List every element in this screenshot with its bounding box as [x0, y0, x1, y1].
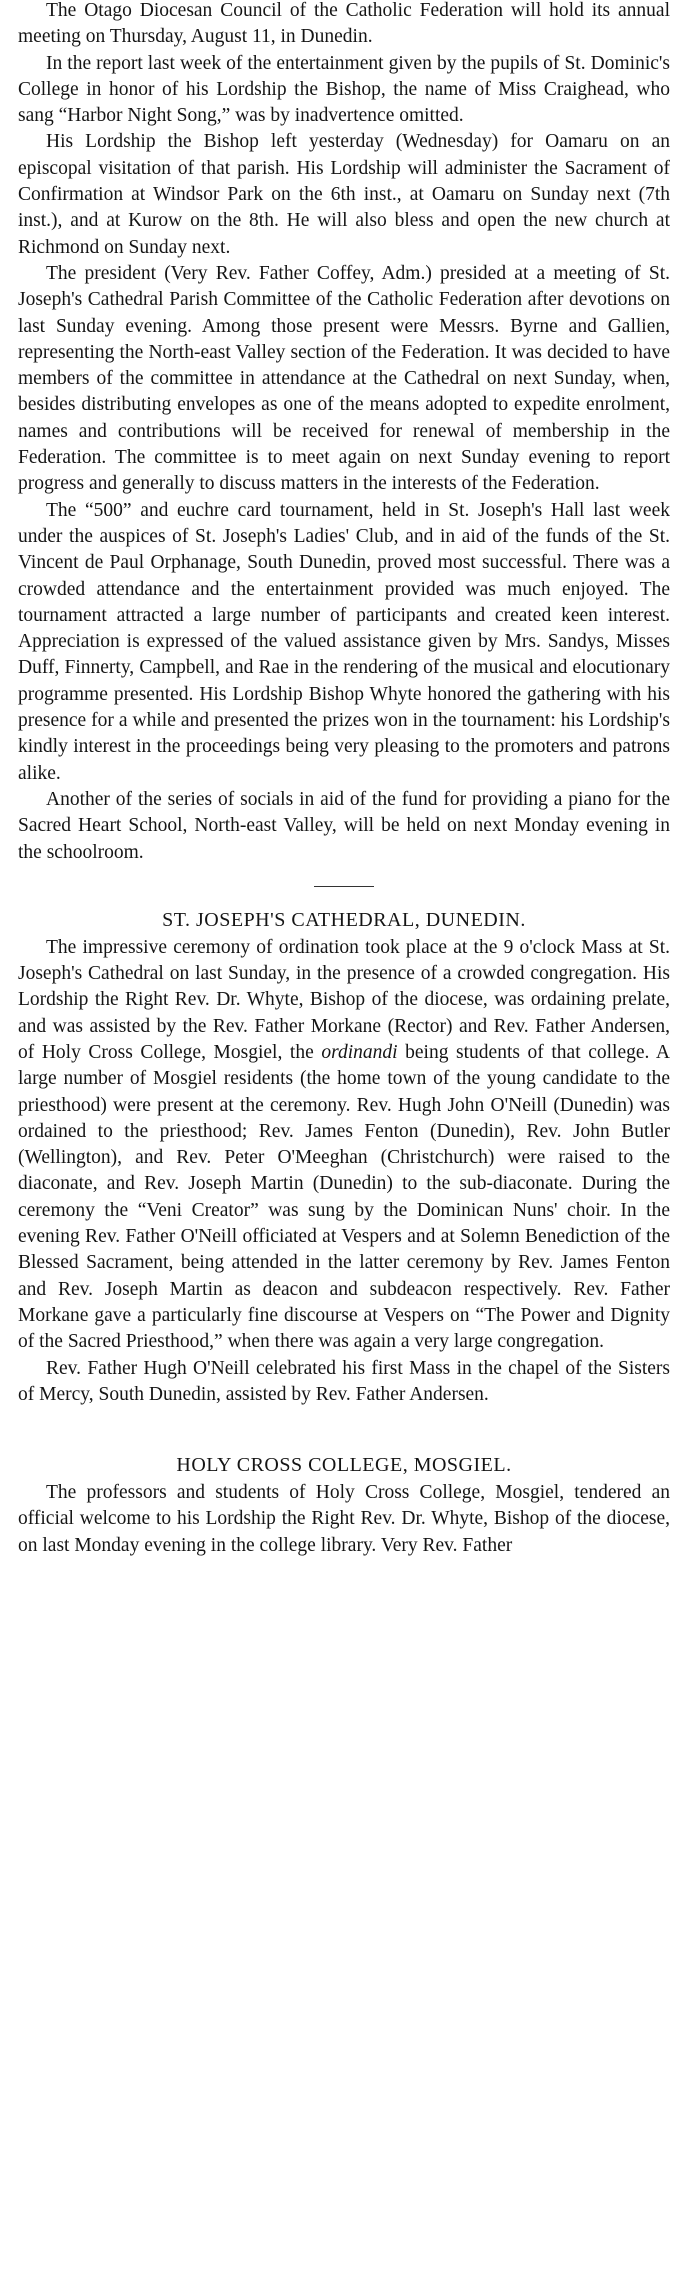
paragraph-ordination [18, 935, 670, 1356]
paragraph-college-welcome: The professors and students of Holy Cross College, Mosgiel, tendered an official welcome to his Lordship the Right Rev. Dr. Whyte, Bishop of the diocese, on last Monday evening in the college library. Very Rev. Father [18, 1482, 670, 1556]
paragraph-card-tournament: The “500” and euchre card tournament, held in St. Joseph's Hall last week under the auspices of St. Joseph's Ladies' Club, and in aid of the funds of the St. Vincent de Paul Orphanage, South Dunedin, proved most successful. There was a crowded attendance and the entertainment provided was much enjoyed. The tournament attracted a large number of participants and created keen interest. Appreciation is expressed of the valued assistance given by Mrs. Sandys, Misses Duff, Finnerty, Campbell, and Rae in the rendering of the musical and elocutionary programme presented. His Lordship Bishop Whyte honored the gathering with his presence for a while and presented the prizes won in the tournament: his Lordship's kindly interest in the proceedings being very pleasing to the promoters and patrons alike. [18, 499, 670, 784]
section-divider [314, 886, 374, 887]
ordinandi-italic: ordinandi [321, 1041, 398, 1063]
paragraph-entertainment-correction: In the report last week of the entertainment given by the pupils of St. Dominic's College in honor of his Lordship the Bishop, the name of Miss Craighead, who sang “Harbor Night Song,” was by inadvertence omitted. [18, 52, 670, 127]
paragraph-bishop-visitation: His Lordship the Bishop left yesterday (Wednesday) for Oamaru on an episcopal visitation of that parish. His Lordship will administer the Sacrament of Confirmation at Windsor Park on the 6th inst., at Oamaru on Sunday next (7th inst.), and at Kurow on the 8th. He will also bless and open the new church at Richmond on Sunday next. [18, 131, 670, 258]
paragraph-first-mass: Rev. Father Hugh O'Neill celebrated his first Mass in the chapel of the Sisters of Mercy, South Dunedin, assisted by Rev. Father Andersen. [18, 1357, 670, 1405]
heading-cathedral: ST. JOSEPH'S CATHEDRAL, DUNEDIN. [162, 908, 526, 931]
paragraph-parish-committee: The president (Very Rev. Father Coffey, Adm.) presided at a meeting of St. Joseph's Cathedral Parish Committee of the Catholic Federation after devotions on last Sunday evening. Among those present were Messrs. Byrne and Gallien, representing the North-east Valley section of the Federation. It was decided to have members of the committee in attendance at the Cathedral on next Sunday, when, besides distributing envelopes as one of the means adopted to expedite enrolment, names and contributions will be received for renewal of membership in the Federation. The committee is to meet again on next Sunday evening to report progress and generally to discuss matters in the interests of the Federation. [18, 262, 670, 495]
paragraph-socials: Another of the series of socials in aid of the fund for providing a piano for the Sacred Heart School, North-east Valley, will be held on next Monday evening in the schoolroom. [18, 788, 670, 863]
ordination-text-start: The impressive ceremony of ordination took place at the 9 o'clock Mass at St. Joseph's Cathedral on last Sunday, in the presence of a crowded congregation. His Lordship the Right Rev. Dr. Whyte, Bishop of the diocese, was ordaining prelate, and was assisted by the Rev. Father Morkane (Rector) and Rev. Father Andersen, of Holy Cross College, Mosgiel, the [18, 936, 670, 1063]
ordination-text-end: being students of that college. A large number of Mosgiel residents (the home town of the young candidate to the priesthood) were present at the ceremony. Rev. Hugh John O'Neill (Dunedin) was ordained to the priesthood; Rev. James Fenton (Dunedin), Rev. John Butler (Wellington), and Rev. Peter O'Meeghan (Christchurch) were raised to the diaconate, and Rev. Joseph Martin (Dunedin) to the sub-diaconate. During the ceremony the “Veni Creator” was sung by the Dominican Nuns' choir. In the evening Rev. Father O'Neill officiated at Vespers and at Solemn Benediction of the Blessed Sacrament, being attended in the latter ceremony by Rev. James Fenton and Rev. Joseph Martin as deacon and subdeacon respectively. Rev. Father Morkane gave a particularly fine discourse at Vespers on “The Power and Dignity of the Sacred Priesthood,” when there was again a very large congregation. [18, 1041, 670, 1353]
paragraph-federation-meeting: The Otago Diocesan Council of the Catholic Federation will hold its annual meeting on Thursday, August 11, in Dunedin. [18, 0, 670, 48]
heading-college: HOLY CROSS COLLEGE, MOSGIEL. [176, 1454, 512, 1477]
